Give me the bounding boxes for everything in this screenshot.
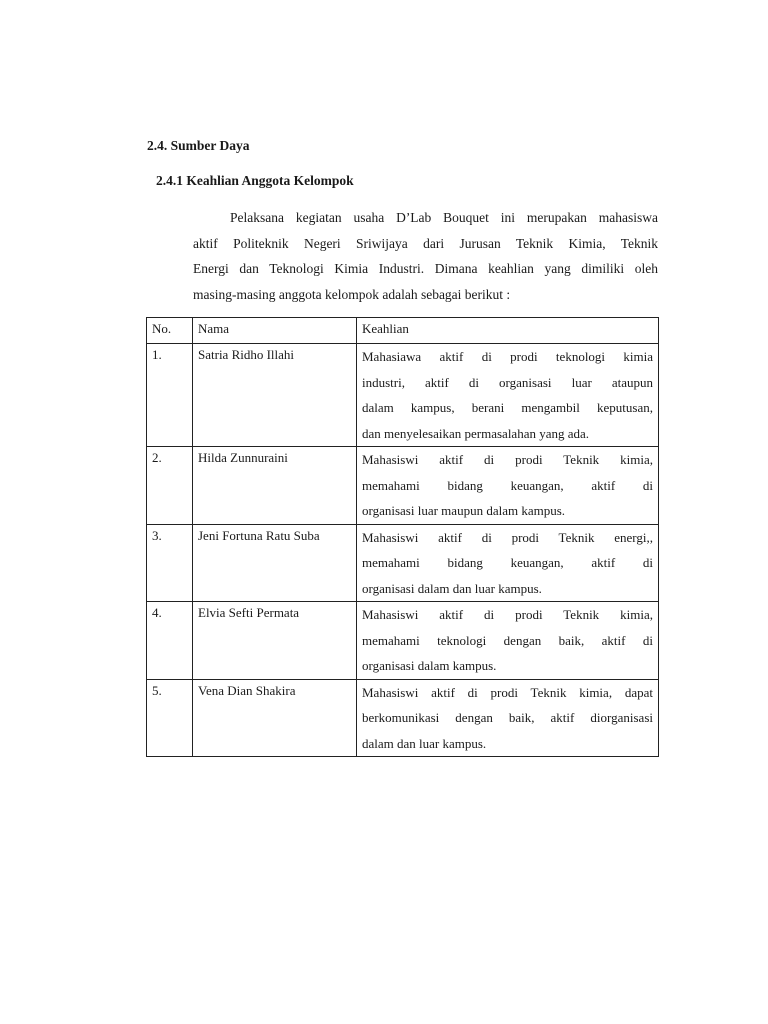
member-skill (357, 447, 659, 525)
intro-line: masing-masing anggota kelompok adalah sebagai berikut : (193, 286, 511, 302)
table-row (147, 679, 659, 757)
subsection-title: 2.4.1 Keahlian Anggota Kelompok (156, 173, 354, 188)
member-name: Jeni Fortuna Ratu Suba (193, 524, 357, 602)
skill-line: berkomunikasi dengan baik, aktif diorganisasi (362, 710, 653, 725)
header-name: Nama (193, 318, 357, 344)
table-row (147, 344, 659, 447)
table-row (147, 524, 659, 602)
row-number: 1. (147, 344, 193, 447)
skill-line: dalam dan luar kampus. (362, 735, 487, 751)
member-name: Satria Ridho Illahi (193, 344, 357, 447)
member-name: Vena Dian Shakira (193, 679, 357, 757)
member-skill (357, 344, 659, 447)
intro-line: Pelaksana kegiatan usaha D’Lab Bouquet ini merupakan mahasiswa (230, 210, 658, 225)
skill-line: Mahasiswi aktif di prodi Teknik energi,, (362, 529, 653, 545)
members-table (146, 317, 659, 757)
member-skill (357, 679, 659, 757)
skill-line: dalam kampus, berani mengambil keputusan, (362, 400, 653, 415)
header-skill: Keahlian (357, 318, 659, 344)
row-number: 5. (147, 679, 193, 757)
member-skill (357, 524, 659, 602)
table-header-row (147, 318, 659, 344)
intro-paragraph (193, 205, 658, 307)
row-number: 3. (147, 524, 193, 602)
member-name: Hilda Zunnuraini (193, 447, 357, 525)
intro-line: aktif Politeknik Negeri Sriwijaya dari Jurusan Teknik Kimia, Teknik (193, 235, 658, 251)
member-name: Elvia Sefti Permata (193, 602, 357, 680)
member-skill (357, 602, 659, 680)
row-number: 4. (147, 602, 193, 680)
skill-line: Mahasiswi aktif di prodi Teknik kimia, (362, 452, 653, 467)
skill-line: memahami bidang keuangan, aktif di (362, 477, 653, 493)
skill-line: memahami bidang keuangan, aktif di (362, 555, 653, 570)
section-title: 2.4. Sumber Daya (147, 138, 250, 153)
row-number: 2. (147, 447, 193, 525)
skill-line: organisasi luar maupun dalam kampus. (362, 503, 566, 518)
skill-line: Mahasiswi aktif di prodi Teknik kimia, dapat (362, 684, 653, 700)
skill-line: organisasi dalam dan luar kampus. (362, 580, 542, 596)
intro-line: Energi dan Teknologi Kimia Industri. Dimana keahlian yang dimiliki oleh (193, 261, 658, 276)
table-row (147, 602, 659, 680)
header-no: No. (147, 318, 193, 344)
skill-line: industri, aktif di organisasi luar ataupun (362, 374, 653, 390)
skill-line: memahami teknologi dengan baik, aktif di (362, 632, 653, 648)
table-row (147, 447, 659, 525)
skill-line: Mahasiswi aktif di prodi Teknik kimia, (362, 607, 653, 622)
skill-line: dan menyelesaikan permasalahan yang ada. (362, 425, 590, 441)
skill-line: Mahasiawa aktif di prodi teknologi kimia (362, 349, 653, 364)
skill-line: organisasi dalam kampus. (362, 658, 497, 673)
